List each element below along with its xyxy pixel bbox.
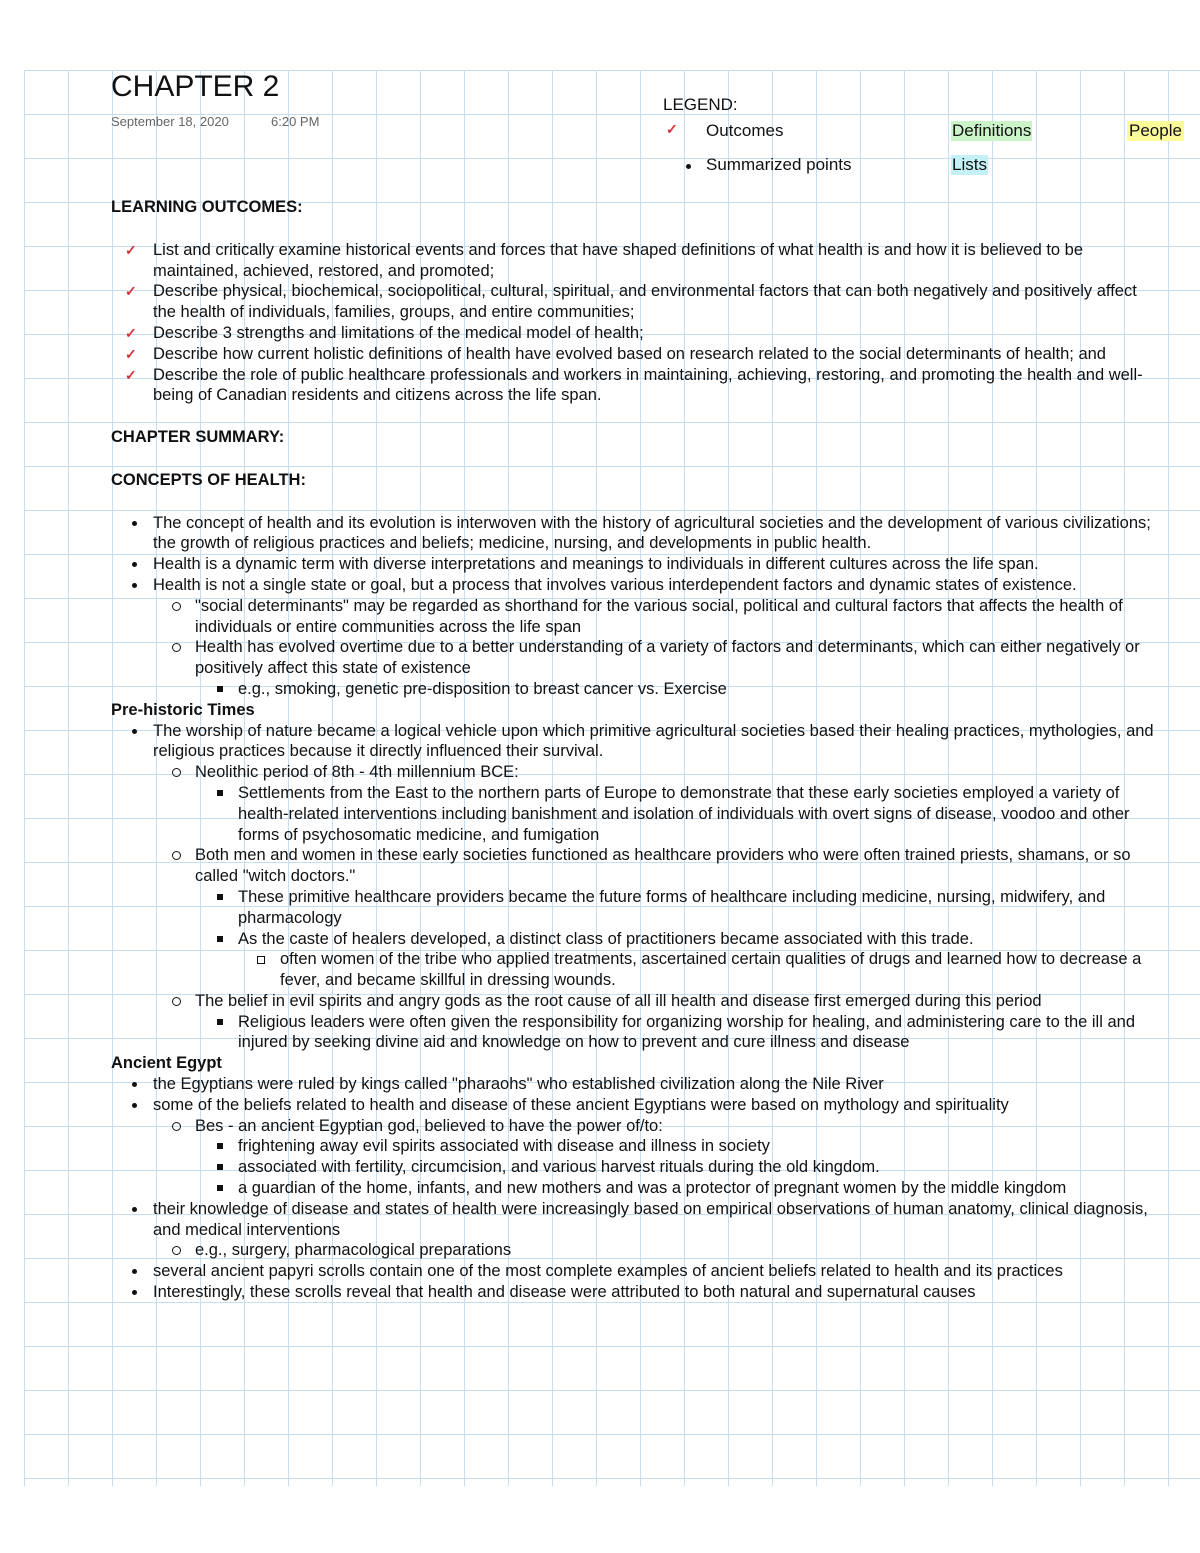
outcomes-list — [111, 240, 1161, 406]
list-item: several ancient papyri scrolls contain one of the most complete examples of ancient beliefs related to health and its practices — [111, 1261, 1161, 1282]
page-date: September 18, 2020 — [111, 114, 229, 129]
list-item: Health is a dynamic term with diverse interpretations and meanings to individuals in different cultures across the life span. — [111, 554, 1161, 575]
concepts-list — [111, 513, 1161, 700]
legend-summarized: Summarized points — [706, 155, 852, 174]
list-item: These primitive healthcare providers became the future forms of healthcare including medicine, nursing, midwifery, and pharmacology — [196, 887, 1161, 929]
egypt-list — [111, 1074, 1161, 1303]
outcome-item: ✓ Describe how current holistic definitions of health have evolved based on research related to the social determinants of health; and — [111, 344, 1161, 365]
concepts-heading: CONCEPTS OF HEALTH: — [111, 470, 306, 489]
page-title: CHAPTER 2 — [111, 70, 280, 103]
list-item: e.g., smoking, genetic pre-disposition to breast cancer vs. Exercise — [196, 679, 1161, 700]
outcome-item: ✓ Describe 3 strengths and limitations of the medical model of health; — [111, 323, 1161, 344]
list-item: associated with fertility, circumcision, and various harvest rituals during the old kingdom. — [196, 1157, 1161, 1178]
list-item: some of the beliefs related to health and disease of these ancient Egyptians were based on mythology and spirituality — [111, 1095, 1161, 1116]
egypt-heading: Ancient Egypt — [111, 1054, 222, 1073]
legend-label: LEGEND: — [663, 95, 738, 114]
list-item: Both men and women in these early societies functioned as healthcare providers who were often trained priests, shamans, or so called "witch doctors." — [153, 845, 1161, 887]
page-time: 6:20 PM — [271, 114, 320, 129]
notes-body — [111, 197, 1161, 1303]
check-icon: ✓ — [666, 121, 678, 137]
outcome-item: ✓ List and critically examine historical events and forces that have shaped definitions of what health is and how it is believed to be maintained, achieved, restored, and promoted; — [111, 240, 1161, 282]
list-item: Health is not a single state or goal, but a process that involves various interdependent factors and dynamic states of existence. — [111, 575, 1161, 596]
prehistoric-heading: Pre-historic Times — [111, 700, 255, 719]
page-margin-left — [0, 0, 24, 1553]
list-item: their knowledge of disease and states of health were increasingly based on empirical observations of human anatomy, clinical diagnosis, and medical interventions — [111, 1199, 1161, 1241]
list-item: Settlements from the East to the northern parts of Europe to demonstrate that these early societies employed a variety of health-related interventions including banishment and isolation of individuals with overt signs of disease, voodoo and other forms of psychosomatic medicine, and fumigation — [196, 783, 1161, 845]
list-item: often women of the tribe who applied treatments, ascertained certain qualities of drugs and learned how to decrease a fever, and became skillful in dressing wounds. — [238, 949, 1161, 991]
outcome-item: ✓ Describe physical, biochemical, sociopolitical, cultural, spiritual, and environmental factors that can both negatively and positively affect the health of individuals, families, groups, and entire communities; — [111, 281, 1161, 323]
list-item: Bes - an ancient Egyptian god, believed to have the power of/to: — [153, 1116, 1161, 1137]
list-item: The belief in evil spirits and angry gods as the root cause of all ill health and disease first emerged during this period — [153, 991, 1161, 1012]
legend-lists: Lists — [952, 155, 987, 174]
page-margin-top — [0, 0, 1200, 70]
list-item: Interestingly, these scrolls reveal that health and disease were attributed to both natural and supernatural causes — [111, 1282, 1161, 1303]
list-item: Neolithic period of 8th - 4th millennium BCE: — [153, 762, 1161, 783]
list-item: As the caste of healers developed, a distinct class of practitioners became associated with this trade. — [196, 929, 1161, 950]
list-item: the Egyptians were ruled by kings called "pharaohs" who established civilization along the Nile River — [111, 1074, 1161, 1095]
list-item: "social determinants" may be regarded as shorthand for the various social, political and cultural factors that affects the health of individuals or entire communities across the life span — [153, 596, 1161, 638]
list-item: a guardian of the home, infants, and new mothers and was a protector of pregnant women by the middle kingdom — [196, 1178, 1161, 1199]
prehistoric-list — [111, 721, 1161, 1054]
legend-people: People — [1129, 121, 1182, 140]
chapter-summary-heading: CHAPTER SUMMARY: — [111, 427, 285, 446]
legend-outcomes: Outcomes — [706, 121, 784, 140]
page-margin-bottom — [0, 1486, 1200, 1553]
list-item: frightening away evil spirits associated with disease and illness in society — [196, 1136, 1161, 1157]
list-item: The concept of health and its evolution is interwoven with the history of agricultural societies and the development of various civilizations; the growth of religious practices and beliefs; medicine, nursing, and developments in public health. — [111, 513, 1161, 555]
learning-outcomes-heading: LEARNING OUTCOMES: — [111, 198, 303, 216]
list-item: Religious leaders were often given the responsibility for organizing worship for healing, and administering care to the ill and injured by seeking divine aid and knowledge on how to prevent and cure illness and disease — [196, 1012, 1161, 1054]
list-item: The worship of nature became a logical vehicle upon which primitive agricultural societies based their healing practices, mythologies, and religious practices because it directly influenced their survival. — [111, 721, 1161, 763]
legend-definitions: Definitions — [952, 121, 1032, 140]
outcome-item: ✓ Describe the role of public healthcare professionals and workers in maintaining, achieving, restoring, and promoting the health and well-being of Canadian residents and citizens across the life span. — [111, 365, 1161, 407]
list-item: Health has evolved overtime due to a better understanding of a variety of factors and determinants, which can either negatively or positively affect this state of existence — [153, 637, 1161, 679]
bullet-icon — [686, 164, 691, 169]
list-item: e.g., surgery, pharmacological preparations — [153, 1240, 1161, 1261]
